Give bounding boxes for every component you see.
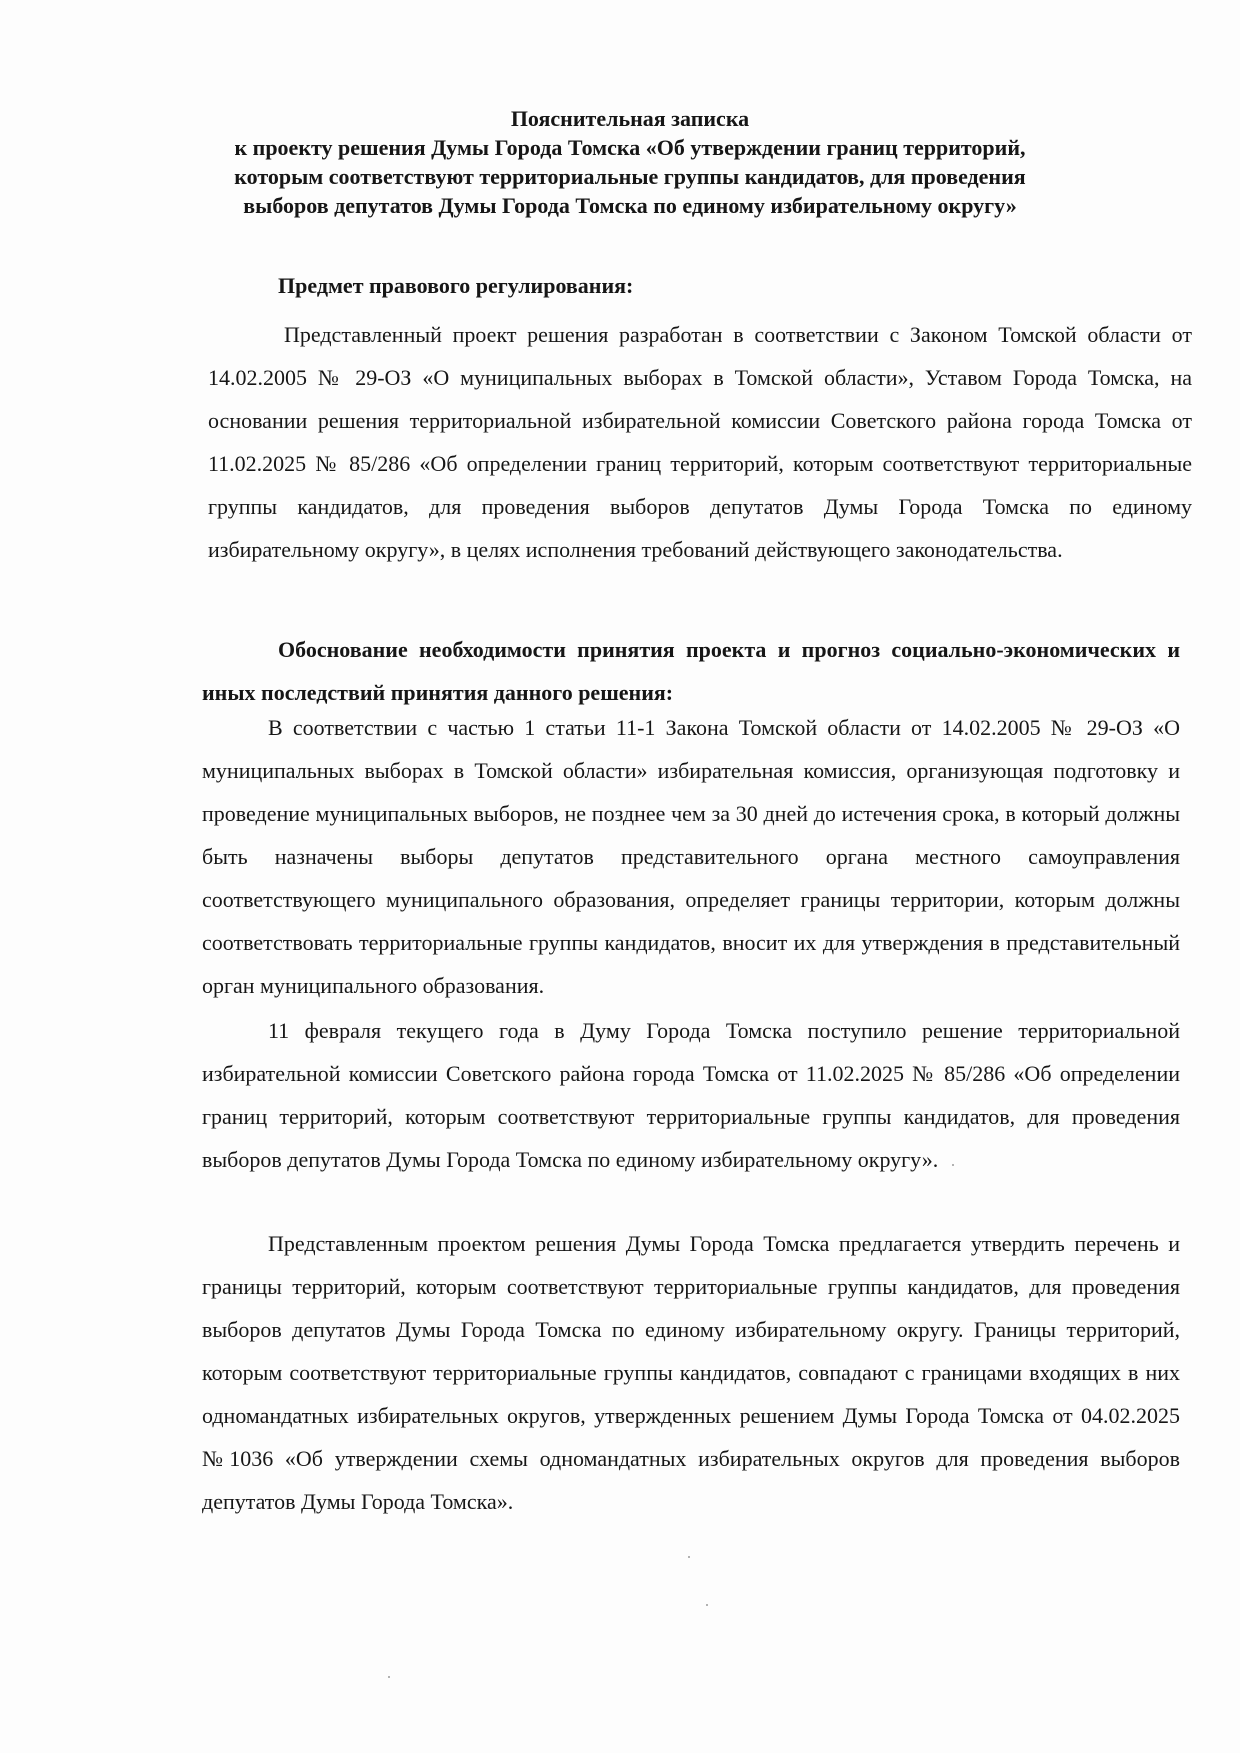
section-heading-subject: Предмет правового регулирования: xyxy=(278,273,634,298)
title-line-2: к проекту решения Думы Города Томска «Об утверждении границ территорий, xyxy=(234,135,1026,160)
scan-speck xyxy=(388,1676,390,1678)
section-heading-justification: Обоснование необходимости принятия проекта и прогноз социально-экономических и иных последствий принятия данного решения: xyxy=(202,637,1180,705)
scan-speck xyxy=(688,1556,690,1558)
paragraph-subject: Представленный проект решения разработан в соответствии с Законом Томской области от 14.02.2005 № 29-ОЗ «О муниципальных выборах в Томской области», Уставом Города Томска, на основании решения территориальной избирательной комиссии Советского района города Томска от 11.02.2025 № 85/286 «Об определении границ территорий, которым соответствуют территориальные группы кандидатов, для проведения выборов депутатов Думы Города Томска по единому избирательному округу», в целях исполнения требований действующего законодательства. xyxy=(208,322,1192,562)
paragraph-justification-3: Представленным проектом решения Думы Города Томска предлагается утвердить перечень и границы территорий, которым соответствуют территориальные группы кандидатов, для проведения выборов депутатов Думы Города Томска по единому избирательному округу. Границы территорий, которым соответствуют территориальные группы кандидатов, совпадают с границами входящих в них одномандатных избирательных округов, утвержденных решением Думы Города Томска от 04.02.2025 №1036 «Об утверждении схемы одномандатных избирательных округов для проведения выборов депутатов Думы Города Томска». xyxy=(202,1231,1180,1514)
title-line-4: выборов депутатов Думы Города Томска по единому избирательному округу» xyxy=(243,193,1017,218)
document-title xyxy=(140,104,1120,220)
title-line-3: которым соответствуют территориальные группы кандидатов, для проведения xyxy=(234,164,1026,189)
scan-speck xyxy=(952,1164,954,1166)
paragraph-justification-1: В соответствии с частью 1 статьи 11-1 Закона Томской области от 14.02.2005 № 29-ОЗ «О муниципальных выборах в Томской области» избирательная комиссия, организующая подготовку и проведение муниципальных выборов, не позднее чем за 30 дней до истечения срока, в который должны быть назначены выборы депутатов представительного органа местного самоуправления соответствующего муниципального образования, определяет границы территории, которым должны соответствовать территориальные группы кандидатов, вносит их для утверждения в представительный орган муниципального образования. xyxy=(202,715,1180,998)
scan-speck xyxy=(706,1604,708,1606)
title-line-1: Пояснительная записка xyxy=(510,106,750,131)
paragraph-justification-2: 11 февраля текущего года в Думу Города Томска поступило решение территориальной избирательной комиссии Советского района города Томска от 11.02.2025 № 85/286 «Об определении границ территорий, которым соответствуют территориальные группы кандидатов, для проведения выборов депутатов Думы Города Томска по единому избирательному округу». xyxy=(202,1018,1180,1172)
